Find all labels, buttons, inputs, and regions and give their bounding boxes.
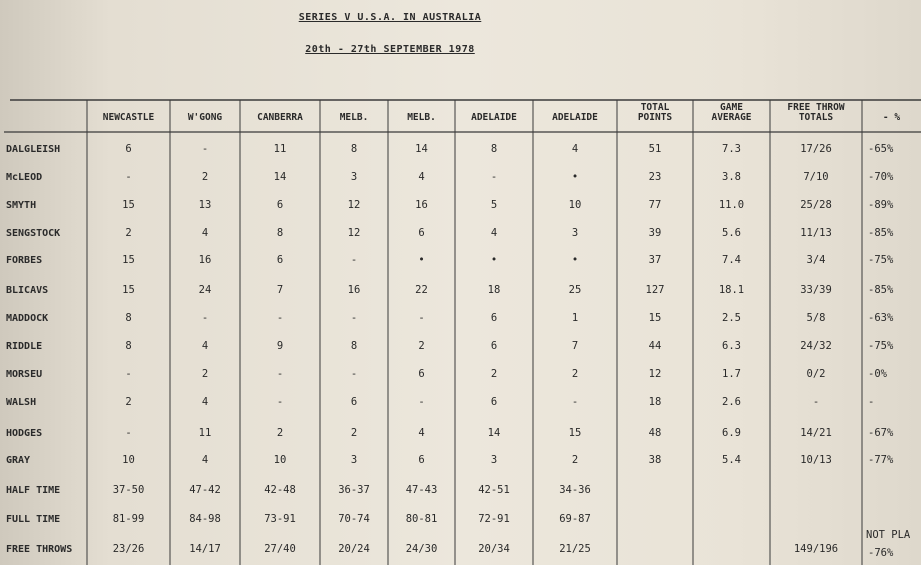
table-cell: 4 bbox=[418, 171, 425, 183]
table-cell: - bbox=[350, 368, 358, 380]
table-cell: 2 bbox=[350, 427, 358, 439]
table-cell: 69-87 bbox=[559, 513, 591, 525]
table-cell: 8 bbox=[490, 143, 498, 155]
row-player-name: SMYTH bbox=[6, 200, 37, 211]
table-cell: 18.1 bbox=[718, 284, 745, 296]
table-cell: - bbox=[125, 368, 132, 380]
row-player-name: HODGES bbox=[6, 428, 43, 439]
column-header: ADELAIDE bbox=[552, 112, 598, 123]
row-player-name: HALF TIME bbox=[6, 485, 61, 496]
table-cell: 24 bbox=[198, 284, 212, 296]
table-cell: 6 bbox=[276, 254, 284, 266]
table-cell: 34-36 bbox=[559, 484, 591, 496]
table-cell: 4 bbox=[418, 427, 425, 439]
table-cell: - bbox=[276, 312, 284, 324]
table-cell: 5/8 bbox=[806, 312, 826, 324]
table-cell: 0/2 bbox=[806, 368, 826, 380]
table-cell: 4 bbox=[571, 143, 579, 155]
table-cell: 3.8 bbox=[722, 171, 741, 183]
column-header: TOTALS bbox=[798, 112, 834, 123]
row-player-name: DALGLEISH bbox=[6, 144, 61, 155]
table-cell: 21/25 bbox=[559, 543, 591, 555]
table-cell: 42-48 bbox=[264, 484, 296, 496]
table-cell: - bbox=[125, 171, 132, 183]
table-cell: 3 bbox=[571, 227, 579, 239]
table-cell: 80-81 bbox=[405, 513, 438, 525]
table-cell: - bbox=[490, 171, 498, 183]
table-cell: 4 bbox=[490, 227, 498, 239]
document-title: SERIES V U.S.A. IN AUSTRALIA bbox=[298, 12, 482, 23]
column-header: - % bbox=[882, 112, 901, 123]
table-cell: 84-98 bbox=[189, 513, 221, 525]
table-cell: 33/39 bbox=[800, 284, 832, 296]
table-cell: 51 bbox=[648, 143, 662, 155]
column-header: CANBERRA bbox=[257, 112, 303, 123]
table-cell: 18 bbox=[487, 284, 501, 296]
table-cell: 7 bbox=[571, 340, 579, 352]
column-header: MELB. bbox=[339, 112, 369, 123]
table-cell: 24/30 bbox=[405, 543, 438, 555]
table-cell: -70% bbox=[868, 171, 894, 183]
table-cell: 2 bbox=[571, 368, 579, 380]
row-player-name: FULL TIME bbox=[6, 514, 61, 525]
table-cell: 14 bbox=[273, 171, 287, 183]
table-cell: 4 bbox=[201, 340, 209, 352]
table-cell: 15 bbox=[122, 254, 135, 266]
table-cell: 6 bbox=[418, 454, 425, 466]
row-player-name: MADDOCK bbox=[6, 313, 49, 324]
table-cell: -76% bbox=[868, 547, 894, 559]
table-cell: 48 bbox=[648, 427, 662, 439]
table-cell: - bbox=[201, 143, 209, 155]
table-cell: 4 bbox=[201, 227, 209, 239]
table-cell: 13 bbox=[198, 199, 212, 211]
table-cell: 2 bbox=[571, 454, 579, 466]
table-cell: - bbox=[350, 312, 358, 324]
table-cell: 15 bbox=[122, 284, 135, 296]
table-cell: -77% bbox=[868, 454, 894, 466]
table-cell: 20/34 bbox=[478, 543, 510, 555]
table-cell: 23/26 bbox=[112, 543, 145, 555]
table-cell: 7 bbox=[276, 284, 284, 296]
table-cell: 10 bbox=[568, 199, 582, 211]
table-cell: • bbox=[490, 254, 498, 266]
row-player-name: MORSEU bbox=[6, 369, 43, 380]
table-cell: 14/17 bbox=[189, 543, 221, 555]
table-cell: 42-51 bbox=[478, 484, 510, 496]
table-cell: 2 bbox=[125, 396, 132, 408]
row-player-name: BLICAVS bbox=[6, 285, 49, 296]
table-cell: 14 bbox=[415, 143, 428, 155]
table-cell: 6 bbox=[418, 368, 425, 380]
table-cell: 16 bbox=[198, 254, 212, 266]
table-cell: 36-37 bbox=[338, 484, 370, 496]
table-cell: -67% bbox=[868, 427, 894, 439]
table-cell: 2 bbox=[490, 368, 498, 380]
table-cell: 24/32 bbox=[800, 340, 832, 352]
table-cell: 6 bbox=[418, 227, 425, 239]
table-cell: - bbox=[418, 312, 425, 324]
table-cell: 39 bbox=[648, 227, 662, 239]
column-header: AVERAGE bbox=[711, 112, 752, 123]
table-cell: 47-43 bbox=[405, 484, 438, 496]
table-cell: 3 bbox=[350, 171, 358, 183]
table-cell: 16 bbox=[347, 284, 361, 296]
column-header: W'GONG bbox=[187, 112, 223, 123]
table-cell: 3 bbox=[350, 454, 358, 466]
table-cell: 6 bbox=[490, 396, 498, 408]
table-cell: 2 bbox=[418, 340, 425, 352]
table-cell: 4 bbox=[201, 396, 209, 408]
table-cell: 5.4 bbox=[722, 454, 741, 466]
row-player-name: FORBES bbox=[6, 255, 43, 266]
table-cell: 14 bbox=[487, 427, 501, 439]
table-cell: 37-50 bbox=[112, 484, 145, 496]
table-cell: 70-74 bbox=[338, 513, 370, 525]
table-cell: 10 bbox=[122, 454, 135, 466]
table-cell: 17/26 bbox=[800, 143, 832, 155]
table-cell: 14/21 bbox=[800, 427, 832, 439]
table-cell: 22 bbox=[415, 284, 428, 296]
table-cell: 5.6 bbox=[722, 227, 741, 239]
column-header: FREE THROW bbox=[787, 102, 845, 113]
table-cell: 9 bbox=[276, 340, 284, 352]
table-cell: 12 bbox=[648, 368, 662, 380]
column-header: ADELAIDE bbox=[471, 112, 517, 123]
row-player-name: FREE THROWS bbox=[6, 544, 73, 555]
table-cell: 8 bbox=[350, 340, 358, 352]
table-cell: • bbox=[418, 254, 425, 266]
row-player-name: WALSH bbox=[6, 397, 37, 408]
table-cell: 11/13 bbox=[800, 227, 832, 239]
table-cell: • bbox=[571, 254, 579, 266]
table-cell: 6 bbox=[490, 340, 498, 352]
table-cell: 8 bbox=[125, 340, 132, 352]
table-cell: 25/28 bbox=[800, 199, 832, 211]
table-cell: 73-91 bbox=[264, 513, 296, 525]
table-cell: 6 bbox=[490, 312, 498, 324]
table-cell: -65% bbox=[868, 143, 894, 155]
not-played-note: NOT PLA bbox=[866, 529, 911, 541]
table-cell: 149/196 bbox=[793, 543, 839, 555]
table-cell: - bbox=[868, 396, 875, 408]
table-cell: 2.6 bbox=[722, 396, 741, 408]
table-cell: 77 bbox=[648, 199, 662, 211]
table-cell: 15 bbox=[648, 312, 662, 324]
row-player-name: RIDDLE bbox=[6, 341, 43, 352]
table-cell: - bbox=[276, 368, 284, 380]
table-cell: 8 bbox=[125, 312, 132, 324]
table-cell: 10/13 bbox=[800, 454, 832, 466]
table-cell: - bbox=[276, 396, 284, 408]
table-cell: 3 bbox=[490, 454, 498, 466]
table-cell: 6 bbox=[350, 396, 358, 408]
table-cell: 44 bbox=[648, 340, 662, 352]
row-player-name: SENGSTOCK bbox=[6, 228, 61, 239]
table-cell: 6.9 bbox=[722, 427, 741, 439]
column-header: MELB. bbox=[407, 112, 436, 123]
table-cell: -75% bbox=[868, 254, 894, 266]
table-cell: -85% bbox=[868, 227, 894, 239]
table-cell: 8 bbox=[276, 227, 284, 239]
table-cell: 11 bbox=[273, 143, 287, 155]
column-header: GAME bbox=[720, 102, 743, 113]
table-cell: 18 bbox=[648, 396, 662, 408]
table-cell: 27/40 bbox=[264, 543, 296, 555]
table-cell: -75% bbox=[868, 340, 894, 352]
table-cell: -85% bbox=[868, 284, 894, 296]
table-cell: 37 bbox=[648, 254, 662, 266]
table-cell: 4 bbox=[201, 454, 209, 466]
table-cell: - bbox=[418, 396, 425, 408]
table-cell: -0% bbox=[868, 368, 887, 380]
table-cell: 12 bbox=[347, 199, 361, 211]
table-cell: 2 bbox=[201, 368, 209, 380]
table-cell: 2 bbox=[125, 227, 132, 239]
column-header: NEWCASTLE bbox=[102, 112, 155, 123]
table-cell: 10 bbox=[273, 454, 287, 466]
table-cell: - bbox=[201, 312, 209, 324]
table-cell: 47-42 bbox=[189, 484, 221, 496]
table-cell: 12 bbox=[347, 227, 361, 239]
table-cell: 72-91 bbox=[478, 513, 510, 525]
table-cell: 2 bbox=[276, 427, 284, 439]
column-header: POINTS bbox=[637, 112, 673, 123]
table-cell: 11.0 bbox=[718, 199, 745, 211]
table-cell: 81-99 bbox=[112, 513, 145, 525]
table-cell: 2.5 bbox=[722, 312, 741, 324]
table-cell: 1 bbox=[571, 312, 579, 324]
table-cell: 6 bbox=[276, 199, 284, 211]
column-header: TOTAL bbox=[640, 102, 670, 113]
table-cell: 7.4 bbox=[722, 254, 741, 266]
table-cell: 5 bbox=[490, 199, 498, 211]
table-cell: 23 bbox=[648, 171, 662, 183]
table-cell: 3/4 bbox=[806, 254, 826, 266]
table-cell: 7/10 bbox=[803, 171, 829, 183]
table-cell: 15 bbox=[122, 199, 135, 211]
table-cell: 6 bbox=[125, 143, 132, 155]
table-cell: 38 bbox=[648, 454, 662, 466]
table-cell: 7.3 bbox=[722, 143, 741, 155]
table-cell: 127 bbox=[645, 284, 665, 296]
table-cell: 2 bbox=[201, 171, 209, 183]
row-player-name: GRAY bbox=[6, 455, 31, 466]
table-cell: - bbox=[125, 427, 132, 439]
document-subtitle: 20th - 27th SEPTEMBER 1978 bbox=[305, 44, 475, 55]
table-cell: - bbox=[350, 254, 358, 266]
table-cell: -63% bbox=[868, 312, 894, 324]
table-cell: 1.7 bbox=[722, 368, 741, 380]
table-cell: -89% bbox=[868, 199, 894, 211]
table-cell: • bbox=[571, 171, 579, 183]
table-cell: - bbox=[571, 396, 579, 408]
table-cell: 15 bbox=[568, 427, 582, 439]
table-cell: 8 bbox=[350, 143, 358, 155]
table-cell: 25 bbox=[568, 284, 582, 296]
table-cell: 11 bbox=[198, 427, 212, 439]
row-player-name: McLEOD bbox=[6, 172, 43, 183]
table-cell: - bbox=[812, 396, 820, 408]
table-cell: 16 bbox=[415, 199, 428, 211]
table-cell: 20/24 bbox=[338, 543, 370, 555]
table-cell: 6.3 bbox=[722, 340, 741, 352]
